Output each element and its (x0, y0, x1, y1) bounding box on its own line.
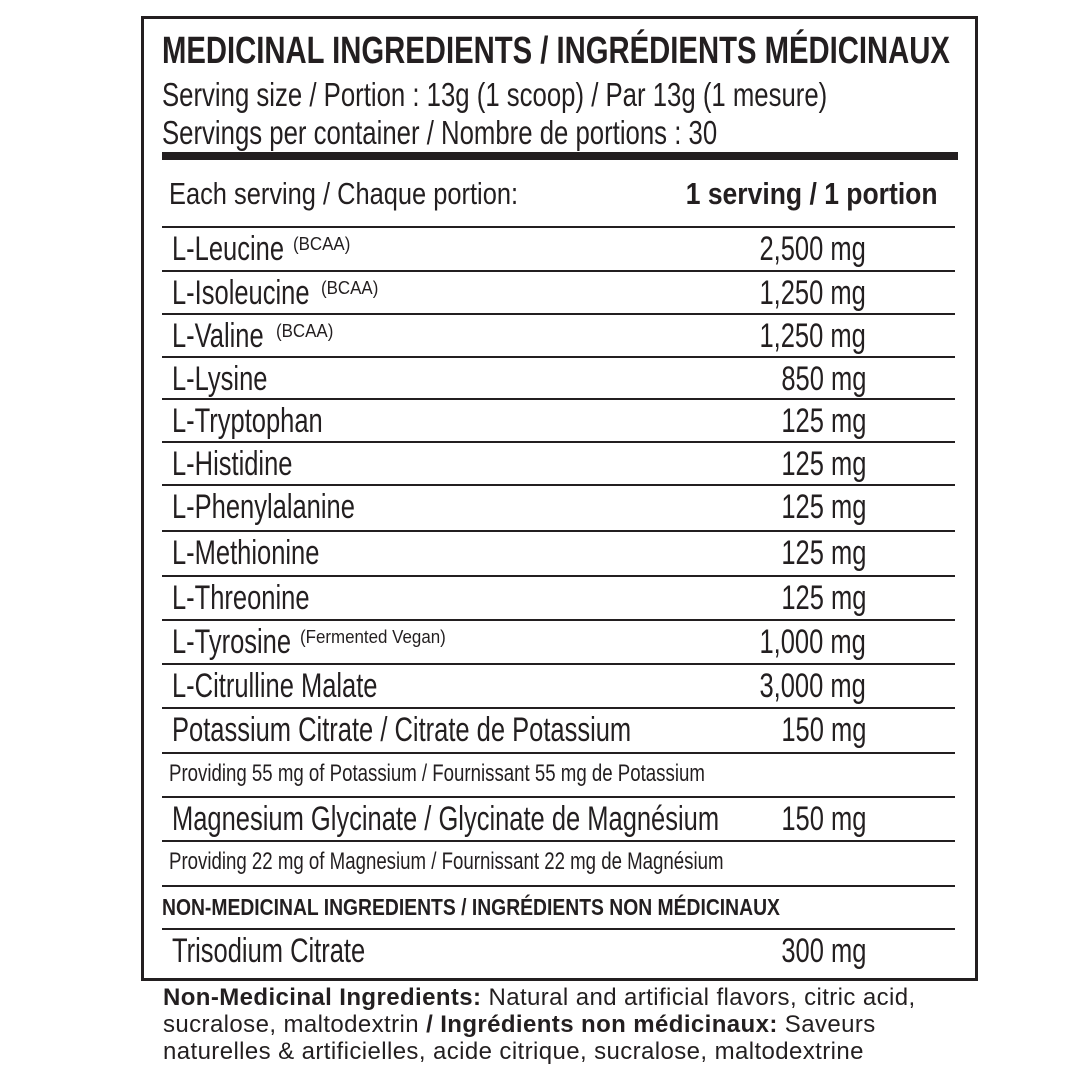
ingredient-note: (BCAA) (276, 321, 334, 341)
ingredient-amount: 125 mg (780, 445, 866, 483)
providing-row-magnesium (162, 840, 955, 885)
ingredient-amount: 2,500 mg (759, 230, 866, 268)
ingredient-amount: 300 mg (780, 932, 866, 970)
ingredient-name: L-Methionine (172, 534, 320, 572)
ingredient-name: L-Valine (172, 317, 264, 355)
ingredient-amount: 125 mg (780, 488, 866, 526)
providing-row-potassium (162, 752, 955, 796)
ingredient-amount: 850 mg (780, 360, 866, 398)
footer-label-en: Non-Medicinal Ingredients: (163, 984, 482, 1011)
ingredient-name: Magnesium Glycinate / Glycinate de Magnésium (172, 800, 720, 838)
thick-divider (162, 152, 958, 160)
ingredient-row-citrulline (162, 663, 955, 707)
ingredient-name: L-Phenylalanine (172, 488, 355, 526)
providing-note: Providing 55 mg of Potassium / Fournissant 55 mg de Potassium (169, 760, 705, 787)
non-medicinal-heading-row (162, 885, 955, 928)
ingredient-row-trisodium-citrate (162, 928, 955, 978)
ingredient-amount: 125 mg (780, 402, 866, 440)
ingredient-row-phenylalanine (162, 484, 955, 530)
ingredient-row-magnesium (162, 796, 955, 840)
ingredient-amount: 1,250 mg (759, 317, 866, 355)
ingredient-row-leucine (162, 226, 955, 270)
ingredient-name: Trisodium Citrate (172, 932, 366, 970)
ingredient-name: L-Threonine (172, 579, 310, 617)
non-medicinal-footer (163, 984, 943, 1065)
ingredient-row-isoleucine (162, 270, 955, 313)
ingredient-row-lysine (162, 356, 955, 398)
column-header-right: 1 serving / 1 portion (686, 176, 938, 211)
servings-per-container: Servings per container / Nombre de portions : 30 (162, 114, 718, 151)
footer-label-fr: / Ingrédients non médicinaux: (426, 1011, 778, 1038)
ingredient-row-potassium (162, 707, 955, 752)
panel-title: MEDICINAL INGREDIENTS / INGRÉDIENTS MÉDICINAUX (162, 30, 950, 72)
ingredient-amount: 1,000 mg (759, 623, 866, 661)
ingredient-note: (BCAA) (321, 278, 379, 298)
ingredient-note: (Fermented Vegan) (300, 627, 446, 647)
ingredient-amount: 150 mg (780, 711, 866, 749)
ingredient-name: L-Tyrosine (172, 623, 292, 661)
ingredient-row-tryptophan (162, 398, 955, 441)
ingredient-name: L-Isoleucine (172, 274, 310, 312)
ingredient-row-histidine (162, 441, 955, 484)
ingredient-row-tyrosine (162, 619, 955, 663)
ingredient-name: L-Histidine (172, 445, 293, 483)
column-header-left: Each serving / Chaque portion: (169, 176, 519, 211)
ingredient-name: L-Tryptophan (172, 402, 323, 440)
ingredient-amount: 3,000 mg (759, 667, 866, 705)
ingredient-amount: 125 mg (780, 534, 866, 572)
ingredient-note: (BCAA) (293, 234, 351, 254)
footer-text-en: Natural and artificial flavors, citric acid, sucralose, maltodextrin (163, 984, 916, 1038)
footer-text-fr: Saveurs naturelles & artificielles, acide citrique, sucralose, maltodextrine (163, 1011, 876, 1065)
ingredient-row-valine (162, 313, 955, 356)
ingredient-name: L-Leucine (172, 230, 285, 268)
ingredient-row-methionine (162, 530, 955, 575)
ingredient-row-threonine (162, 575, 955, 619)
providing-note: Providing 22 mg of Magnesium / Fournissant 22 mg de Magnésium (169, 848, 724, 875)
ingredient-name: Potassium Citrate / Citrate de Potassium (172, 711, 632, 749)
serving-size: Serving size / Portion : 13g (1 scoop) / Par 13g (1 mesure) (162, 76, 828, 113)
ingredients-panel (141, 16, 978, 981)
ingredient-amount: 125 mg (780, 579, 866, 617)
ingredient-amount: 150 mg (780, 800, 866, 838)
ingredient-name: L-Citrulline Malate (172, 667, 378, 705)
non-medicinal-heading: NON-MEDICINAL INGREDIENTS / INGRÉDIENTS NON MÉDICINAUX (162, 894, 780, 920)
ingredient-table (162, 226, 955, 978)
ingredient-name: L-Lysine (172, 360, 268, 398)
ingredient-amount: 1,250 mg (759, 274, 866, 312)
